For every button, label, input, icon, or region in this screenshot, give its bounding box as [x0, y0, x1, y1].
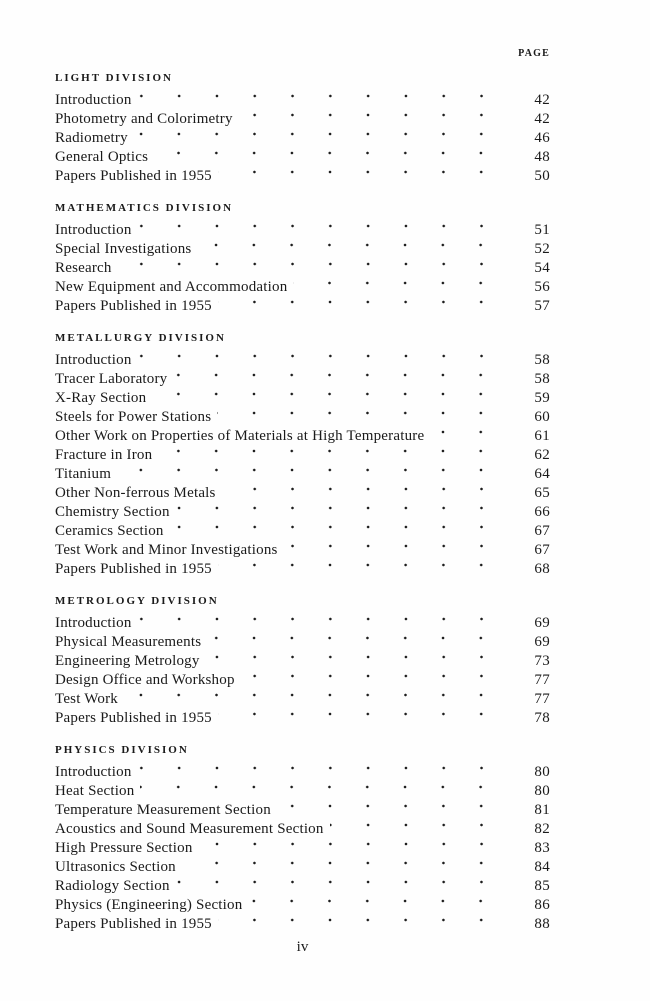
- toc-entry-page: 69: [534, 634, 550, 650]
- dot-leader: [284, 541, 508, 560]
- toc-entry-page: 73: [534, 653, 550, 669]
- dot-leader: [170, 522, 508, 541]
- toc-entry-page: 42: [534, 111, 550, 127]
- toc-entry: [55, 820, 550, 839]
- dot-leader: [140, 782, 508, 801]
- dot-leader: [138, 91, 508, 110]
- toc-entry: [55, 503, 550, 522]
- toc-entry-page: 54: [534, 260, 550, 276]
- dot-leader: [152, 389, 508, 408]
- toc-entry: [55, 541, 550, 560]
- toc-entry-page: 81: [534, 802, 550, 818]
- toc-entry: [55, 560, 550, 579]
- toc-entry-label: Papers Published in 1955: [55, 168, 212, 184]
- toc-entry: [55, 709, 550, 728]
- toc-entry-label: Photometry and Colorimetry: [55, 111, 233, 127]
- toc-entry-page: 82: [534, 821, 550, 837]
- dot-leader: [197, 240, 508, 259]
- toc-entry-page: 80: [534, 764, 550, 780]
- toc-entry: [55, 446, 550, 465]
- dot-leader: [218, 915, 508, 934]
- toc-entry-page: 62: [534, 447, 550, 463]
- toc-entry-label: Engineering Metrology: [55, 653, 200, 669]
- toc-entry-label: Test Work: [55, 691, 119, 707]
- dot-leader: [293, 278, 508, 297]
- toc-entry-label: Introduction: [55, 92, 132, 108]
- toc-entry: [55, 427, 550, 446]
- toc-entry: [55, 240, 550, 259]
- toc-entry-label: Physics (Engineering) Section: [55, 897, 243, 913]
- dot-leader: [118, 259, 508, 278]
- dot-leader: [330, 820, 508, 839]
- toc-entry-page: 56: [534, 279, 550, 295]
- toc-entry-page: 65: [534, 485, 550, 501]
- toc-entry-page: 67: [534, 523, 550, 539]
- division-heading: PHYSICS DIVISION: [55, 744, 189, 756]
- toc-entry-page: 46: [534, 130, 550, 146]
- toc-entry-label: Radiology Section: [55, 878, 170, 894]
- toc-entry-label: Research: [55, 260, 112, 276]
- toc-entry: [55, 370, 550, 389]
- toc-entry-page: 51: [534, 222, 550, 238]
- dot-leader: [124, 690, 508, 709]
- toc-entry: [55, 782, 550, 801]
- toc-entry: [55, 877, 550, 896]
- toc-entry: [55, 858, 550, 877]
- toc-entry-page: 83: [534, 840, 550, 856]
- toc-entry: [55, 351, 550, 370]
- toc-entry-label: Introduction: [55, 222, 132, 238]
- toc-entry-label: Design Office and Workshop: [55, 672, 235, 688]
- dot-leader: [218, 167, 508, 186]
- toc-entry: [55, 801, 550, 820]
- division-heading: METROLOGY DIVISION: [55, 595, 219, 607]
- toc-entry: [55, 389, 550, 408]
- toc-entry-label: General Optics: [55, 149, 149, 165]
- toc-entry-label: Temperature Measurement Section: [55, 802, 271, 818]
- toc-entry: [55, 896, 550, 915]
- toc-entry-label: Other Non-ferrous Metals: [55, 485, 216, 501]
- division-section: [55, 331, 550, 579]
- toc-entry-page: 61: [534, 428, 550, 444]
- toc-entry-page: 88: [534, 916, 550, 932]
- dot-leader: [138, 614, 508, 633]
- dot-leader: [176, 877, 508, 896]
- dot-leader: [277, 801, 508, 820]
- toc-entry-page: 77: [534, 691, 550, 707]
- division-heading: MATHEMATICS DIVISION: [55, 202, 234, 214]
- toc-entry-page: 58: [534, 352, 550, 368]
- toc-entry: [55, 614, 550, 633]
- toc-entry-label: New Equipment and Accommodation: [55, 279, 288, 295]
- dot-leader: [158, 446, 508, 465]
- toc-entry-page: 78: [534, 710, 550, 726]
- dot-leader: [207, 633, 508, 652]
- toc-entry-label: Introduction: [55, 352, 132, 368]
- toc-entry-page: 58: [534, 371, 550, 387]
- toc-entry: [55, 763, 550, 782]
- toc-entry-page: 68: [534, 561, 550, 577]
- toc-entry: [55, 633, 550, 652]
- toc-entry-page: 48: [534, 149, 550, 165]
- dot-leader: [217, 408, 508, 427]
- toc-entry-page: 57: [534, 298, 550, 314]
- toc-entry-label: Other Work on Properties of Materials at High Temperature: [55, 428, 425, 444]
- toc-entry-label: Acoustics and Sound Measurement Section: [55, 821, 324, 837]
- toc-entry-page: 60: [534, 409, 550, 425]
- toc-entry-label: Introduction: [55, 615, 132, 631]
- dot-leader: [173, 370, 508, 389]
- toc-entry-label: High Pressure Section: [55, 840, 193, 856]
- toc-entry-label: Special Investigations: [55, 241, 192, 257]
- toc-entry: [55, 91, 550, 110]
- toc-entry-page: 84: [534, 859, 550, 875]
- toc-entry-page: 80: [534, 783, 550, 799]
- toc-entry-label: Papers Published in 1955: [55, 298, 212, 314]
- toc-entry: [55, 671, 550, 690]
- dot-leader: [218, 297, 508, 316]
- toc-entry-page: 64: [534, 466, 550, 482]
- toc-entry-label: Ultrasonics Section: [55, 859, 176, 875]
- toc-entry-label: Tracer Laboratory: [55, 371, 168, 387]
- page-column-label: PAGE: [518, 48, 550, 59]
- dot-leader: [430, 427, 508, 446]
- dot-leader: [206, 652, 508, 671]
- toc-entry-label: Titanium: [55, 466, 112, 482]
- toc-entry-label: Steels for Power Stations: [55, 409, 212, 425]
- toc-entry: [55, 278, 550, 297]
- toc-entry-page: 59: [534, 390, 550, 406]
- division-heading: LIGHT DIVISION: [55, 72, 173, 84]
- division-section: [55, 594, 550, 728]
- toc-entry: [55, 110, 550, 129]
- toc-entry-label: Heat Section: [55, 783, 135, 799]
- dot-leader: [134, 129, 508, 148]
- toc-entry: [55, 652, 550, 671]
- toc-entry: [55, 915, 550, 934]
- toc-entry-label: Chemistry Section: [55, 504, 170, 520]
- dot-leader: [199, 839, 508, 858]
- toc-entry-label: Papers Published in 1955: [55, 916, 212, 932]
- dot-leader: [138, 221, 508, 240]
- dot-leader: [239, 110, 508, 129]
- toc-entry: [55, 484, 550, 503]
- dot-leader: [176, 503, 508, 522]
- dot-leader: [138, 763, 508, 782]
- toc-entry: [55, 839, 550, 858]
- toc-entry: [55, 408, 550, 427]
- toc: [55, 71, 550, 934]
- division-section: [55, 743, 550, 934]
- toc-entry-page: 86: [534, 897, 550, 913]
- toc-entry-label: Radiometry: [55, 130, 128, 146]
- dot-leader: [117, 465, 508, 484]
- toc-entry: [55, 167, 550, 186]
- toc-entry: [55, 221, 550, 240]
- toc-entry-label: Ceramics Section: [55, 523, 164, 539]
- division-section: [55, 201, 550, 316]
- toc-entry-label: Papers Published in 1955: [55, 710, 212, 726]
- division-section: [55, 71, 550, 186]
- dot-leader: [138, 351, 508, 370]
- toc-entry: [55, 297, 550, 316]
- division-heading: METALLURGY DIVISION: [55, 332, 226, 344]
- toc-entry-label: Test Work and Minor Investigations: [55, 542, 278, 558]
- dot-leader: [218, 560, 508, 579]
- dot-leader: [182, 858, 508, 877]
- toc-entry-label: Fracture in Iron: [55, 447, 153, 463]
- toc-entry-page: 66: [534, 504, 550, 520]
- toc-entry: [55, 259, 550, 278]
- dot-leader: [222, 484, 508, 503]
- toc-entry-page: 67: [534, 542, 550, 558]
- toc-entry-page: 69: [534, 615, 550, 631]
- toc-entry-label: Physical Measurements: [55, 634, 202, 650]
- toc-entry-label: Papers Published in 1955: [55, 561, 212, 577]
- toc-entry-page: 50: [534, 168, 550, 184]
- toc-entry-label: X-Ray Section: [55, 390, 147, 406]
- toc-entry: [55, 148, 550, 167]
- toc-entry: [55, 690, 550, 709]
- dot-leader: [154, 148, 508, 167]
- dot-leader: [241, 671, 508, 690]
- toc-entry-label: Introduction: [55, 764, 132, 780]
- toc-entry-page: 77: [534, 672, 550, 688]
- toc-entry-page: 52: [534, 241, 550, 257]
- toc-entry-page: 42: [534, 92, 550, 108]
- toc-entry-page: 85: [534, 878, 550, 894]
- page-number-footer: iv: [296, 939, 309, 955]
- dot-leader: [248, 896, 508, 915]
- toc-entry: [55, 522, 550, 541]
- dot-leader: [218, 709, 508, 728]
- toc-entry: [55, 465, 550, 484]
- toc-entry: [55, 129, 550, 148]
